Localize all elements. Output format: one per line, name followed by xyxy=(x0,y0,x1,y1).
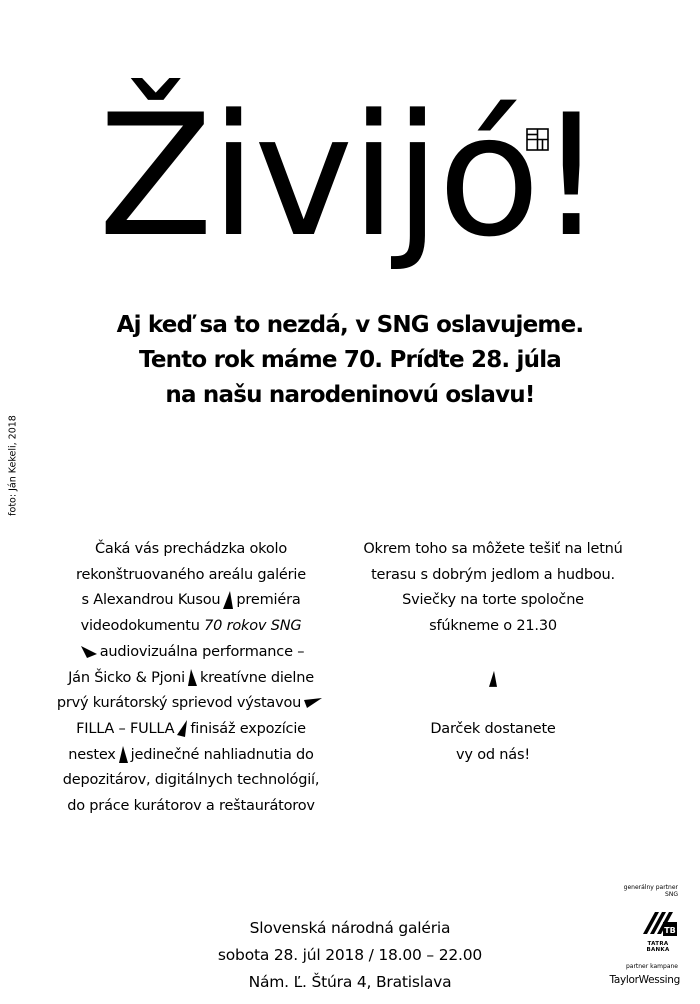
program-line: do práce kurátorov a reštaurátorov xyxy=(67,798,315,815)
program-line: Čaká vás prechádzka okolo xyxy=(94,541,288,557)
program-line xyxy=(26,666,356,692)
flame-triangle-icon xyxy=(177,720,187,737)
poster-title: Živijó! xyxy=(98,78,602,274)
flame-triangle-icon xyxy=(119,746,128,763)
program-line: rekonštruovaného areálu galérie xyxy=(76,566,306,583)
extras-line: Sviečky na torte spoločne xyxy=(402,592,584,609)
spacer xyxy=(330,691,656,717)
intro-line: na našu narodeninovú oslavu! xyxy=(165,382,535,408)
extras-line: Okrem toho sa môžete tešiť na letnú xyxy=(363,541,623,557)
campaign-partner-label: partner kampane xyxy=(625,963,678,970)
program-text: audiovizuálna performance – xyxy=(99,643,305,660)
photo-credit: foto: Ján Kekeli, 2018 xyxy=(7,415,19,516)
event-date: sobota 28. júl 2018 / 18.00 – 22.00 xyxy=(217,946,483,964)
program-line xyxy=(26,614,356,640)
intro-line: Tento rok máme 70. Príďte 28. júla xyxy=(138,347,562,373)
intro-text xyxy=(50,308,650,413)
program-line: depozitárov, digitálnych technológií, xyxy=(62,772,320,789)
program-text: premiéra xyxy=(236,592,301,609)
campaign-partner-logo: TaylorWessing xyxy=(609,974,680,986)
film-title: 70 rokov SNG xyxy=(204,618,302,635)
spacer xyxy=(330,640,656,666)
flame-triangle-icon xyxy=(223,591,233,609)
program-text: Ján Šicko & Pjoni xyxy=(68,669,185,686)
general-partner-name: TATRA BANKA xyxy=(646,941,670,953)
gift-line: Darček dostanete xyxy=(430,720,556,737)
extras-line: terasu s dobrým jedlom a hudbou. xyxy=(371,566,615,583)
general-partner-label: generálny partner SNG xyxy=(623,884,678,898)
program-line xyxy=(26,640,356,666)
program-line xyxy=(26,743,356,769)
flame-triangle-icon xyxy=(304,698,322,708)
program-text: jedinečné nahliadnutia do xyxy=(130,746,314,763)
program-text: s Alexandrou Kusou xyxy=(81,592,221,609)
gift-line: vy od nás! xyxy=(456,746,530,763)
extras-line: sfúkneme o 21.30 xyxy=(429,618,557,635)
program-line xyxy=(26,588,356,614)
venue-address: Nám. Ľ. Štúra 4, Bratislava xyxy=(248,973,452,991)
flame-triangle-icon xyxy=(488,666,498,692)
program-text: finisáž expozície xyxy=(190,720,306,737)
program-text: kreatívne dielne xyxy=(199,669,314,686)
intro-line: Aj keď sa to nezdá, v SNG oslavujeme. xyxy=(116,312,584,338)
program-text: FILLA – FULLA xyxy=(76,720,175,737)
program-line xyxy=(26,717,356,743)
program-line xyxy=(26,691,356,717)
flame-triangle-icon xyxy=(81,646,97,658)
tatra-banka-logo-icon xyxy=(641,906,678,940)
flame-triangle-icon xyxy=(188,669,197,686)
program-column xyxy=(26,537,356,820)
program-text: nestex xyxy=(68,746,116,763)
sng-logo-icon xyxy=(526,128,549,151)
event-details xyxy=(140,915,560,996)
venue-name: Slovenská národná galéria xyxy=(249,919,451,937)
svg-text:TB: TB xyxy=(664,926,676,935)
extras-column xyxy=(330,537,656,768)
program-text: prvý kurátorský sprievod výstavou xyxy=(56,695,302,712)
program-text: videodokumentu xyxy=(80,618,200,635)
